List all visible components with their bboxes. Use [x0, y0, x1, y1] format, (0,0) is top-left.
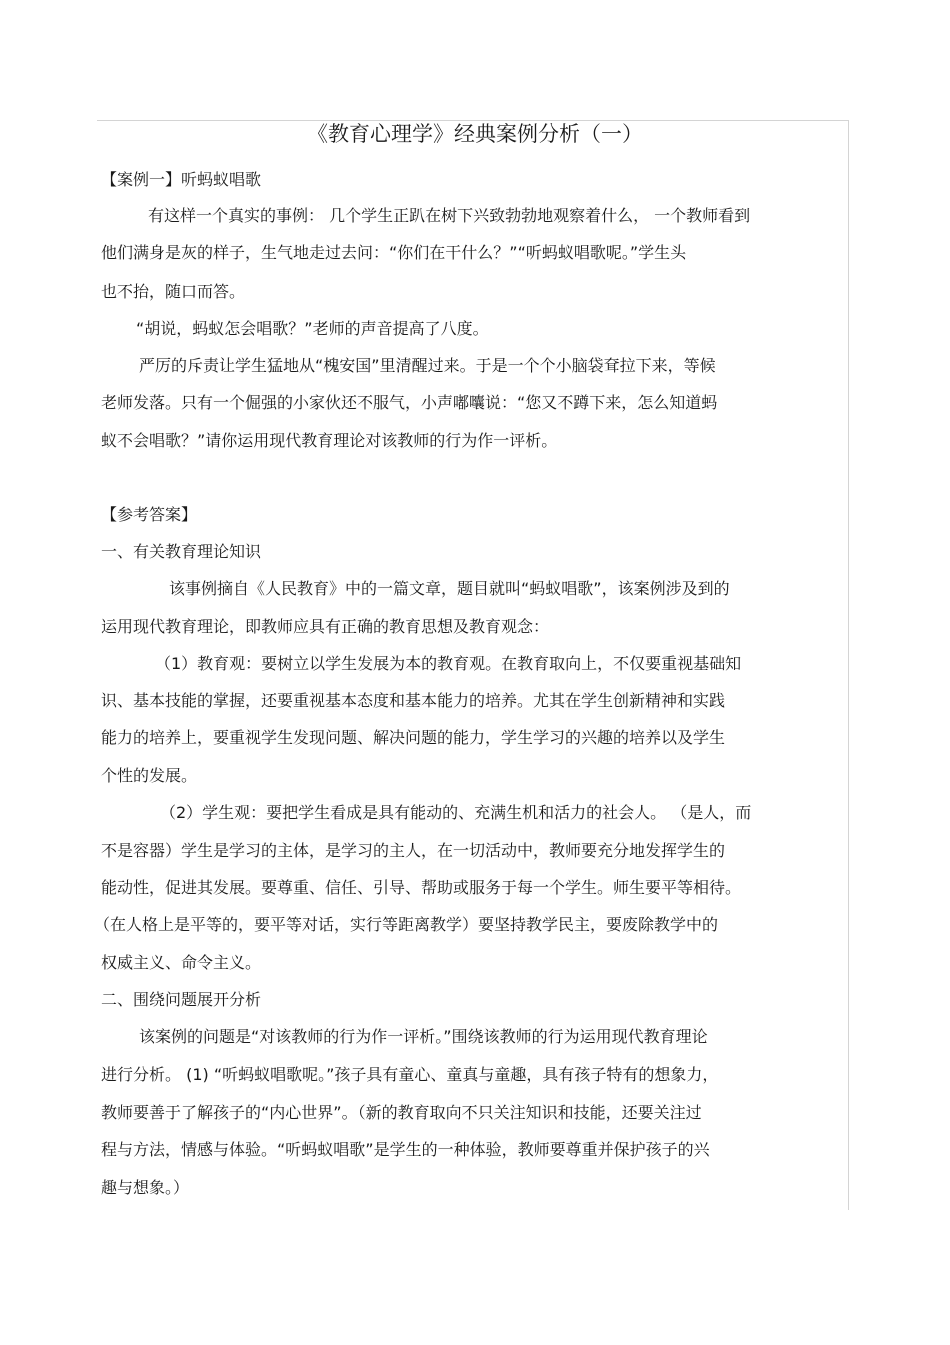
case-paragraph-1-line-2: 他们满身是灰的样子，生气地走过去问：“你们在干什么？”“听蚂蚁唱歌呢。”学生头 — [101, 243, 687, 262]
section-1-heading: 一、有关教育理论知识 — [101, 542, 262, 561]
point-2-line-2: 不是容器）学生是学习的主体，是学习的主人，在一切活动中，教师要充分地发挥学生的 — [101, 841, 726, 860]
section-2-line-3: 教师要善于了解孩子的“内心世界”。（新的教育取向不只关注知识和技能，还要关注过 — [101, 1103, 702, 1122]
point-1-line-1: （1）教育观：要树立以学生发展为本的教育观。在教育取向上，不仅要重视基础知 — [155, 654, 742, 673]
case-paragraph-1-line-1: 有这样一个真实的事例： 几个学生正趴在树下兴致勃勃地观察着什么， 一个教师看到 — [148, 206, 751, 225]
case-paragraph-1-line-3: 也不抬，随口而答。 — [101, 282, 246, 301]
section-2-line-1: 该案例的问题是“对该教师的行为作一评析。”围绕该教师的行为运用现代教育理论 — [139, 1027, 708, 1046]
point-1-line-3: 能力的培养上，要重视学生发现问题、解决问题的能力，学生学习的兴趣的培养以及学生 — [101, 728, 726, 747]
case-paragraph-2: “胡说，蚂蚁怎会唱歌？”老师的声音提高了八度。 — [136, 319, 489, 338]
right-border-line — [848, 120, 849, 1210]
point-1-line-2: 识、基本技能的掌握，还要重视基本态度和基本能力的培养。尤其在学生创新精神和实践 — [101, 691, 726, 710]
point-2-line-4: （在人格上是平等的，要平等对话，实行等距离教学）要坚持教学民主，要废除教学中的 — [94, 915, 719, 934]
answer-heading: 【参考答案】 — [101, 505, 198, 524]
section-1-intro-line-1: 该事例摘自《人民教育》中的一篇文章，题目就叫“蚂蚁唱歌”，该案例涉及到的 — [169, 579, 730, 598]
case-heading: 【案例一】听蚂蚁唱歌 — [101, 170, 262, 189]
section-2-line-2: 进行分析。 (1) “听蚂蚁唱歌呢。”孩子具有童心、童真与童趣，具有孩子特有的想象力， — [101, 1065, 719, 1084]
section-2-heading: 二、围绕问题展开分析 — [101, 990, 262, 1009]
section-2-line-5: 趣与想象。） — [101, 1178, 190, 1197]
point-2-line-3: 能动性，促进其发展。要尊重、信任、引导、帮助或服务于每一个学生。师生要平等相待。 — [101, 878, 742, 897]
point-2-line-5: 权威主义、命令主义。 — [101, 953, 262, 972]
point-2-line-1: （2）学生观：要把学生看成是具有能动的、充满生机和活力的社会人。 （是人，而 — [160, 803, 752, 822]
case-paragraph-3-line-3: 蚁不会唱歌？”请你运用现代教育理论对该教师的行为作一评析。 — [101, 431, 558, 450]
case-paragraph-3-line-2: 老师发落。只有一个倔强的小家伙还不服气，小声嘟囔说：“您又不蹲下来，怎么知道蚂 — [101, 393, 718, 412]
case-paragraph-3-line-1: 严厉的斥责让学生猛地从“槐安国”里清醒过来。于是一个个小脑袋耷拉下来，等候 — [139, 356, 716, 375]
point-1-line-4: 个性的发展。 — [101, 766, 198, 785]
section-2-line-4: 程与方法，情感与体验。“听蚂蚁唱歌”是学生的一种体验，教师要尊重并保护孩子的兴 — [101, 1140, 710, 1159]
section-1-intro-line-2: 运用现代教育理论，即教师应具有正确的教育思想及教育观念： — [101, 617, 550, 636]
document-title: 《教育心理学》经典案例分析（一） — [307, 122, 643, 146]
